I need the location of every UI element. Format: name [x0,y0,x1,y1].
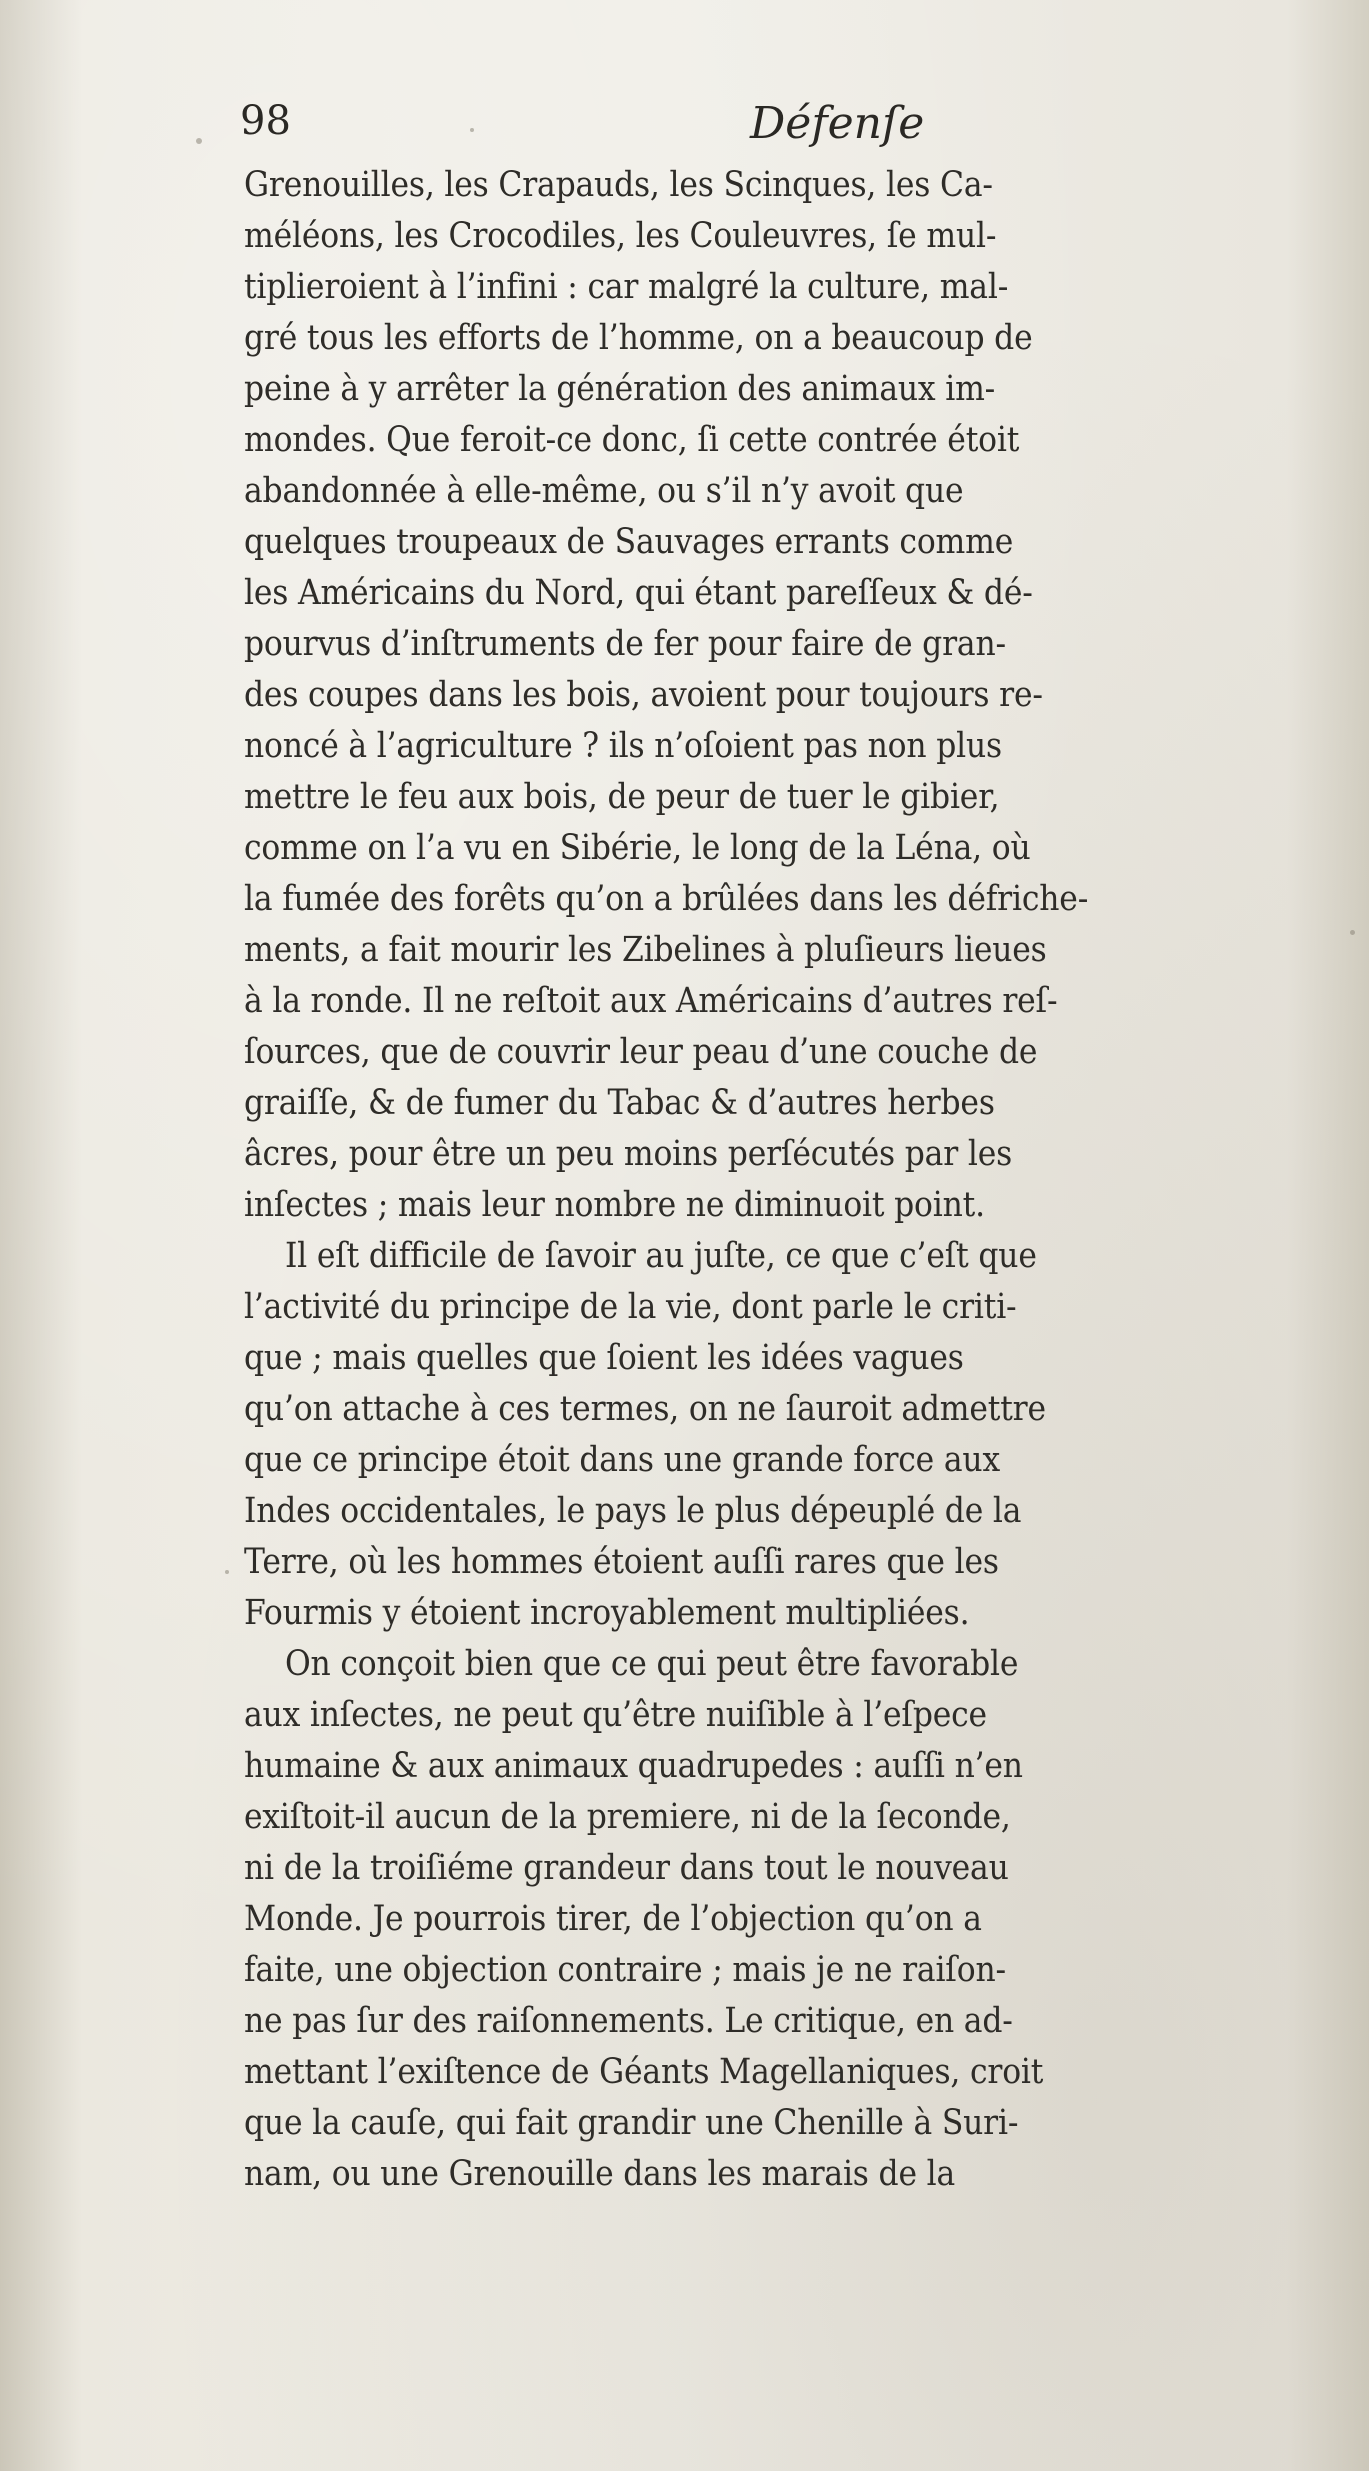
text-line: ne pas ſur des raiſonnements. Le critique, en ad- [244,2001,1013,2041]
text-line: noncé à l’agriculture ? ils n’oſoient pas non plus [244,726,1002,766]
body-text [244,160,1241,2200]
text-line: peine à y arrêter la génération des animaux im- [244,369,996,409]
page-header [240,98,1310,158]
text-line: ni de la troiſiéme grandeur dans tout le nouveau [244,1848,1009,1888]
text-line: On conçoit bien que ce qui peut être favorable [284,1644,1019,1684]
text-line: mettant l’exiſtence de Géants Magellaniques, croit [244,2052,1044,2092]
text-line: Indes occidentales, le pays le plus dépeuplé de la [244,1491,1022,1531]
text-line: tiplieroient à l’infini : car malgré la culture, mal- [244,267,1009,307]
text-line: faite, une objection contraire ; mais je ne raiſon- [244,1950,1006,1990]
page-number: 98 [240,98,291,144]
text-line: que ce principe étoit dans une grande force aux [244,1440,1000,1480]
text-line: Monde. Je pourrois tirer, de l’objection qu’on a [244,1899,982,1939]
text-line: comme on l’a vu en Sibérie, le long de la Léna, où [244,828,1031,868]
text-line: Grenouilles, les Crapauds, les Scinques, les Ca- [244,165,993,205]
text-line: ments, a fait mourir les Zibelines à pluſieurs lieues [244,930,1047,970]
text-line: que ; mais quelles que ſoient les idées vagues [244,1338,964,1378]
text-line: Fourmis y étoient incroyablement multipliées. [244,1593,970,1633]
text-line: gré tous les efforts de l’homme, on a beaucoup de [244,318,1033,358]
text-line: graiſſe, & de fumer du Tabac & d’autres herbes [244,1083,995,1123]
text-line: quelques troupeaux de Sauvages errants comme [244,522,1014,562]
text-line: Il eſt difficile de ſavoir au juſte, ce que c’eſt que [284,1236,1037,1276]
text-line: abandonnée à elle-même, ou s’il n’y avoit que [244,471,964,511]
ink-spot [225,1570,229,1574]
text-line: Terre, où les hommes étoient auſſi rares que les [244,1542,999,1582]
running-head: Défenſe [750,98,925,149]
text-line: ſources, que de couvrir leur peau d’une couche de [244,1032,1038,1072]
text-line: pourvus d’inſtruments de fer pour faire de gran- [244,624,1006,664]
text-line: mondes. Que feroit-ce donc, ſi cette contrée étoit [244,420,1020,460]
text-line: des coupes dans les bois, avoient pour toujours re- [244,675,1043,715]
text-line: exiſtoit-il aucun de la premiere, ni de la ſeconde, [244,1797,1011,1837]
text-line: que la cauſe, qui fait grandir une Chenille à Suri- [244,2103,1019,2143]
text-line: l’activité du principe de la vie, dont parle le criti- [244,1287,1017,1327]
text-line: nam, ou une Grenouille dans les marais de la [244,2154,956,2194]
text-line: inſectes ; mais leur nombre ne diminuoit point. [244,1185,985,1225]
text-line: mettre le feu aux bois, de peur de tuer le gibier, [244,777,1000,817]
ink-spot [1350,930,1355,935]
text-line: humaine & aux animaux quadrupedes : auſſi n’en [244,1746,1023,1786]
text-line: âcres, pour être un peu moins perſécutés par les [244,1134,1013,1174]
text-line: à la ronde. Il ne reſtoit aux Américains d’autres reſ- [244,981,1058,1021]
text-line: la fumée des forêts qu’on a brûlées dans les défriche- [244,879,1089,919]
text-line: les Américains du Nord, qui étant pareſſeux & dé- [244,573,1033,613]
text-line: qu’on attache à ces termes, on ne ſauroit admettre [244,1389,1046,1429]
text-line: méléons, les Crocodiles, les Couleuvres, ſe mul- [244,216,997,256]
text-line: aux inſectes, ne peut qu’être nuiſible à l’eſpece [244,1695,987,1735]
ink-spot [196,138,202,144]
